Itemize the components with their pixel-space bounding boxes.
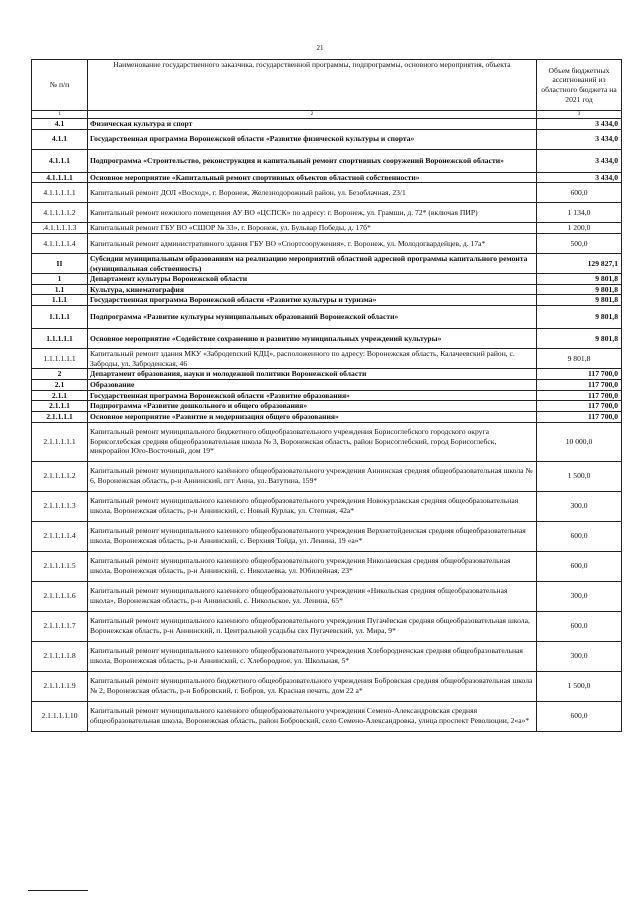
row-name: Подпрограмма «Развитие дошкольного и общего образования» <box>88 401 537 412</box>
row-amount: 117 700,0 <box>537 411 622 422</box>
column-index: 2 <box>88 111 537 119</box>
column-index: 3 <box>537 111 622 119</box>
row-amount: 600,0 <box>537 521 622 551</box>
row-name: Капитальный ремонт здания МКУ «Забродenский КДЦ», расположенного по адресу: Воронежская область, Калачеевский район, с. Заброды, ул. Забродeнская, 46 <box>88 349 537 369</box>
page-number: 21 <box>316 44 324 52</box>
table-row <box>32 611 622 641</box>
row-amount: 1 134,0 <box>537 203 622 223</box>
row-amount: 117 700,0 <box>537 390 622 401</box>
row-name: Капитальный ремонт муниципального казенного общеобразовательного учреждения «Никольская средняя общеобразовательная школа», Воронежская область, р-н Аннинский, с. Никольское, ул. Ленина, 65* <box>88 581 537 611</box>
row-name: Основное мероприятие «Развитие и модернизация общего образования» <box>88 411 537 422</box>
row-name: Государственная программа Воронежской области «Развитие физической культуры и спорта» <box>88 129 537 149</box>
row-amount: 3 434,0 <box>537 129 622 149</box>
table-row <box>32 223 622 234</box>
row-amount: 117 700,0 <box>537 369 622 380</box>
row-name: Подпрограмма «Развитие культуры муниципальных образований Воронежской области» <box>88 306 537 329</box>
table-row <box>32 551 622 581</box>
row-name: Подпрограмма «Строительство, реконструкция и капитальный ремонт спортивных сооружений Воронежской области» <box>88 149 537 172</box>
header-num: № п/п <box>32 60 88 111</box>
row-amount: 9 801,8 <box>537 295 622 306</box>
row-amount: 129 827,1 <box>537 253 622 273</box>
row-num: 4.1.1.1.1 <box>32 172 88 183</box>
table-row <box>32 701 622 731</box>
row-num: 2.1.1.1.1.1 <box>32 422 88 461</box>
row-num: 4.1.1.1.1.4 <box>32 233 88 253</box>
table-row <box>32 274 622 285</box>
table-header-row <box>32 60 622 111</box>
row-name: Капитальный ремонт нежилого помещения АУ ВО «ЦСПСК» по адресу: г. Воронеж, ул. Грамши, д. 72* (включая ПИР) <box>88 203 537 223</box>
row-num: 2.1.1.1.1.5 <box>32 551 88 581</box>
row-num: 1.1.1 <box>32 295 88 306</box>
row-amount: 10 000,0 <box>537 422 622 461</box>
row-name: Капитальный ремонт муниципального казенного общеобразовательного учреждения Хлебородненская средняя общеобразовательная школа, Воронежская область, р-н Аннинский, с. Хлебородное, ул. Школьная, 5* <box>88 641 537 671</box>
row-amount: 3 434,0 <box>537 149 622 172</box>
row-num: 4.1.1.1.1.1 <box>32 183 88 203</box>
table-row <box>32 172 622 183</box>
row-num: 1.1.1.1.1.1 <box>32 349 88 369</box>
row-name: Культура, кинематография <box>88 284 537 295</box>
row-num: 2.1.1.1.1.10 <box>32 701 88 731</box>
row-amount: 1 500,0 <box>537 671 622 701</box>
header-amount: Объем бюджетных ассигнований из областного бюджета на 2021 год <box>537 60 622 111</box>
row-name: Капитальный ремонт ДОЛ «Восход», г. Воронеж, Железнодорожный район, ул. Безоблачная, 23/1 <box>88 183 537 203</box>
row-amount: 9 801,8 <box>537 274 622 285</box>
budget-table <box>31 59 622 732</box>
table-row <box>32 306 622 329</box>
row-amount: 600,0 <box>537 701 622 731</box>
row-num: 2.1.1.1.1 <box>32 411 88 422</box>
header-name: Наименование государственного заказчика, государственной программы, подпрограммы, основного мероприятия, объекта <box>88 60 537 111</box>
row-name: Капитальный ремонт муниципального бюджетного общеобразовательного учреждения Борисоглебского городского округа Борисоглебская средняя общеобразовательная школа № 3, Воронежская область, район Борисоглебский, город Борисоглебск, микрорайон Юго-Восточный, дом 19* <box>88 422 537 461</box>
table-body <box>32 119 622 732</box>
row-name: Физическая культура и спорт <box>88 119 537 130</box>
row-num: 4.1.1.1 <box>32 149 88 172</box>
row-amount: 1 500,0 <box>537 461 622 491</box>
table-row <box>32 411 622 422</box>
table-row <box>32 233 622 253</box>
row-num: .4.1.1.1.1.3 <box>32 223 88 234</box>
row-num: 1 <box>32 274 88 285</box>
table-row <box>32 401 622 412</box>
row-num: 4.1 <box>32 119 88 130</box>
row-name: Капитальный ремонт ГБУ ВО «СШОР № 33», г. Воронеж, ул. Бульвар Победы, д. 17б* <box>88 223 537 234</box>
row-num: 2.1.1 <box>32 390 88 401</box>
row-name: Государственная программа Воронежской области «Развитие культуры и туризма» <box>88 295 537 306</box>
table-row <box>32 203 622 223</box>
row-amount: 300,0 <box>537 641 622 671</box>
row-num: 2.1.1.1 <box>32 401 88 412</box>
table-row <box>32 671 622 701</box>
row-amount: 9 801,8 <box>537 284 622 295</box>
table-row <box>32 521 622 551</box>
row-name: Основное мероприятие «Содействие сохранению и развитию муниципальных учреждений культуры» <box>88 329 537 349</box>
row-name: Капитальный ремонт муниципального бюджетного общеобразовательного учреждения Бобровская средняя общеобразовательная школа № 2, Воронежская область, р-н Бобровский, г. Бобров, ул. Красная печать, дом 22 а* <box>88 671 537 701</box>
table-row <box>32 295 622 306</box>
table-row <box>32 422 622 461</box>
row-amount: 600,0 <box>537 183 622 203</box>
table-row <box>32 491 622 521</box>
row-num: 2.1.1.1.1.7 <box>32 611 88 641</box>
table-row <box>32 329 622 349</box>
table-row <box>32 284 622 295</box>
row-name: Основное мероприятие «Капитальный ремонт спортивных объектов областной собственности» <box>88 172 537 183</box>
row-name: Департамент культуры Воронежской области <box>88 274 537 285</box>
row-amount: 9 801,8 <box>537 329 622 349</box>
row-name: Капитальный ремонт муниципального казенного общеобразовательного учреждения Верхнетойденская средняя общеобразовательная школа, Воронежская область, р-н Аннинский, с. Верхняя Тойда, ул. Ленина, 19 «а»* <box>88 521 537 551</box>
footnote-separator <box>28 890 88 891</box>
row-name: Капитальный ремонт муниципального казенного общеобразовательного учреждения Новокурлакская средняя общеобразовательная школа, Воронежская область, р-н Аннинский, с. Новый Курлак, ул. Степная, 42а* <box>88 491 537 521</box>
row-num: 2.1.1.1.1.8 <box>32 641 88 671</box>
row-name: Капитальный ремонт муниципального казенного общеобразовательного учреждения Пугачёвская средняя общеобразовательная школа, Воронежская область, р-н Аннинский, п. Центральной усадьбы свх Пугачевский, ул. Мира, 9* <box>88 611 537 641</box>
row-name: Образование <box>88 380 537 391</box>
row-name: Капитальный ремонт муниципального казённого общеобразовательного учреждения Аннинская средняя общеобразовательная школа № 6, Воронежская область, р-н Аннинский, пгт Анна, ул. Ватутина, 159* <box>88 461 537 491</box>
table-row <box>32 119 622 130</box>
row-num: 2.1.1.1.1.3 <box>32 491 88 521</box>
row-amount: 300,0 <box>537 581 622 611</box>
row-num: 1.1 <box>32 284 88 295</box>
row-num: 4.1.1 <box>32 129 88 149</box>
table-row <box>32 641 622 671</box>
row-name: Департамент образования, науки и молодежной политики Воронежской области <box>88 369 537 380</box>
row-amount: 117 700,0 <box>537 401 622 412</box>
table-row <box>32 380 622 391</box>
row-num: 2.1.1.1.1.6 <box>32 581 88 611</box>
table-row <box>32 390 622 401</box>
column-index: 1 <box>32 111 88 119</box>
row-name: Капитальный ремонт муниципального казенного общеобразовательного учреждения Семено-Александровская средняя общеобразовательная школа, Воронежская область, район Бобровский, село Семено-Александровка, улица проспект Революции, 2«а»* <box>88 701 537 731</box>
row-num: 1.1.1.1.1 <box>32 329 88 349</box>
row-num: 4.1.1.1.1.2 <box>32 203 88 223</box>
row-num: 2.1.1.1.1.9 <box>32 671 88 701</box>
row-name: Капитальный ремонт муниципального казенного общеобразовательного учреждения Николаевская средняя общеобразовательная школа, Воронежская область, р-н Аннинский, с. Николаевка, ул. Юбилейная, 23* <box>88 551 537 581</box>
row-num: 1.1.1.1 <box>32 306 88 329</box>
table-row <box>32 581 622 611</box>
table-row <box>32 149 622 172</box>
row-num: 2.1.1.1.1.4 <box>32 521 88 551</box>
table-row <box>32 369 622 380</box>
row-num: 2.1.1.1.1.2 <box>32 461 88 491</box>
row-amount: 600,0 <box>537 611 622 641</box>
table-row <box>32 253 622 273</box>
row-num: 2 <box>32 369 88 380</box>
row-amount: 3 434,0 <box>537 119 622 130</box>
row-name: Государственная программа Воронежской области «Развитие образования» <box>88 390 537 401</box>
row-num: II <box>32 253 88 273</box>
table-row <box>32 349 622 369</box>
row-amount: 9 801,8 <box>537 349 622 369</box>
row-name: Капитальный ремонт административного здания ГБУ ВО «Спортсооружения», г. Воронеж, ул. Молодогвардейцев, д. 17а* <box>88 233 537 253</box>
table-row <box>32 129 622 149</box>
column-index-row <box>32 111 622 119</box>
row-amount: 600,0 <box>537 551 622 581</box>
row-amount: 117 700,0 <box>537 380 622 391</box>
table-row <box>32 461 622 491</box>
row-name: Субсидии муниципальным образованиям на реализацию мероприятий областной адресной программы капитального ремонта (муниципальная собственность) <box>88 253 537 273</box>
row-amount: 500,0 <box>537 233 622 253</box>
row-amount: 9 801,8 <box>537 306 622 329</box>
row-num: 2.1 <box>32 380 88 391</box>
row-amount: 3 434,0 <box>537 172 622 183</box>
row-amount: 1 200,0 <box>537 223 622 234</box>
table-row <box>32 183 622 203</box>
row-amount: 300,0 <box>537 491 622 521</box>
